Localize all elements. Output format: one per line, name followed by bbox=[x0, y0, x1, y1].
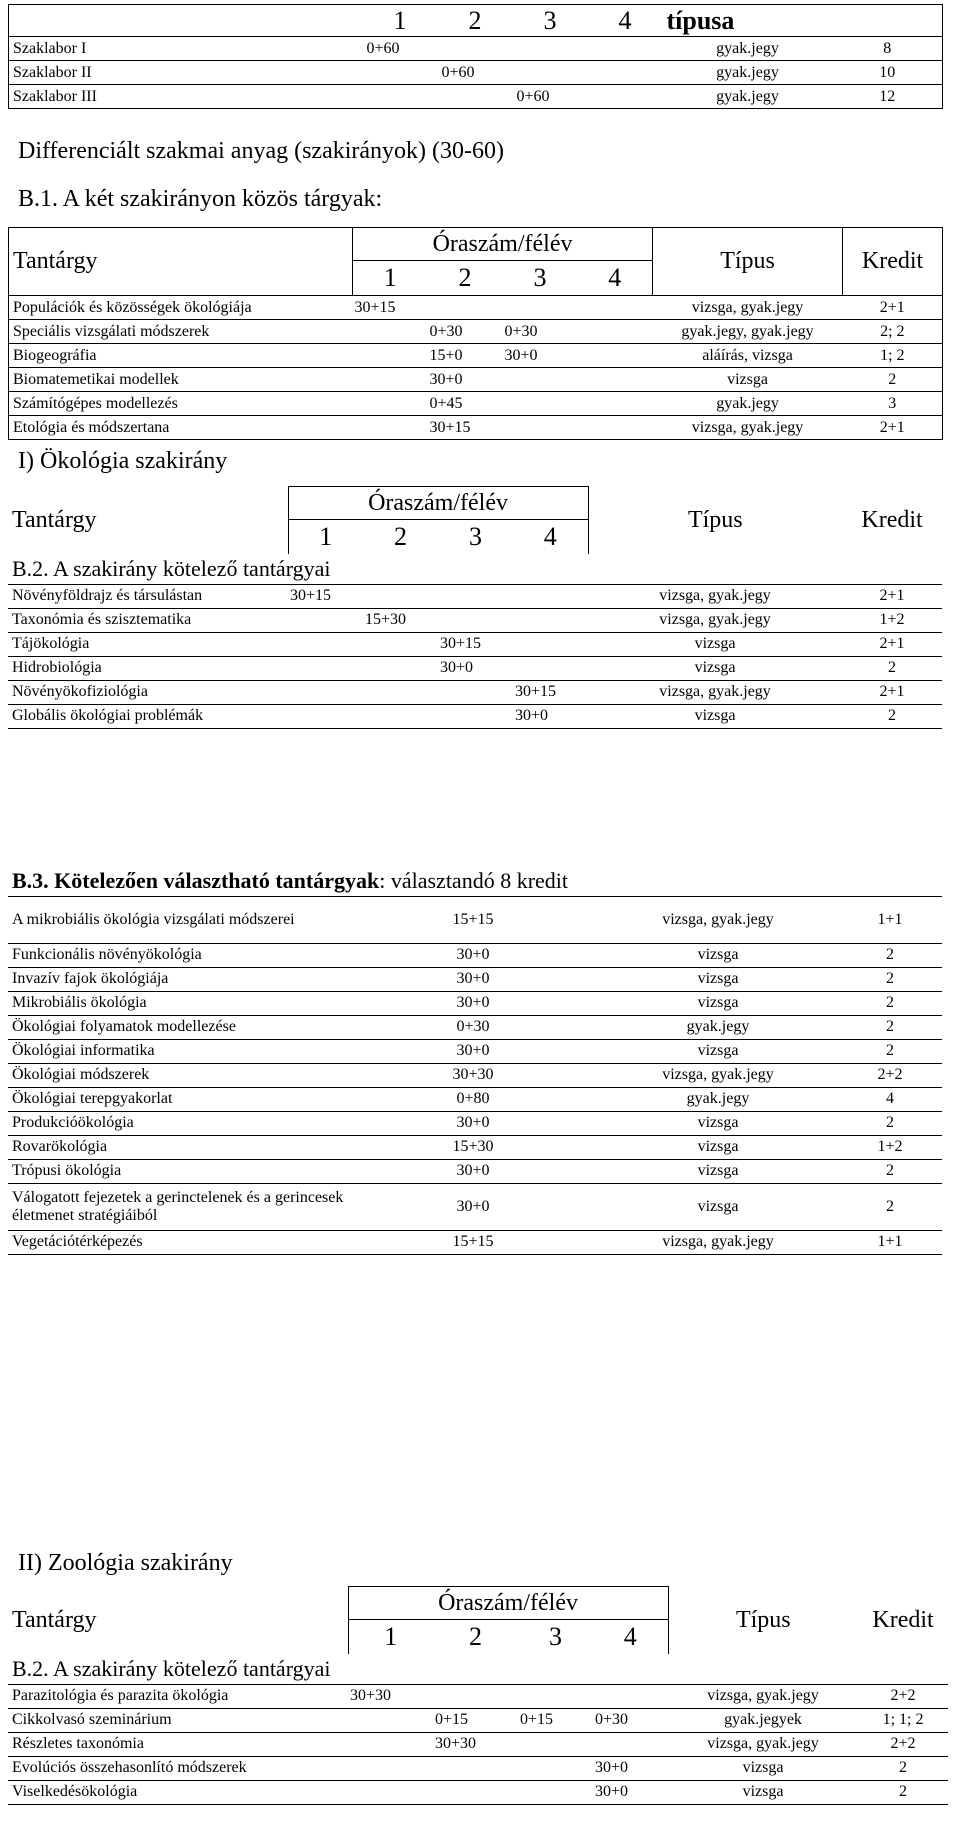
hours-cell-sem-3 bbox=[438, 704, 513, 728]
header-sem-1: 1 bbox=[353, 261, 428, 296]
subject-cell: Ökológiai terepgyakorlat bbox=[8, 1087, 348, 1111]
header-sem-4: 4 bbox=[578, 261, 653, 296]
header-sem-4: 4 bbox=[593, 1620, 668, 1655]
credit-cell: 2 bbox=[843, 368, 943, 392]
type-cell: vizsga bbox=[598, 1111, 838, 1135]
zoo-required-table bbox=[8, 1586, 948, 1805]
header-sem-1: 1 bbox=[363, 5, 438, 37]
credit-cell: 2 bbox=[858, 1780, 948, 1804]
hours-cell-sem-2 bbox=[433, 1756, 518, 1780]
hours-cell: 15+30 bbox=[348, 1135, 598, 1159]
type-cell: gyak.jegy, gyak.jegy bbox=[653, 320, 843, 344]
hours-cell: 30+0 bbox=[348, 1111, 598, 1135]
subject-cell: Tájökológia bbox=[8, 632, 288, 656]
type-cell: vizsga bbox=[668, 1780, 858, 1804]
table-row bbox=[8, 1684, 948, 1708]
type-cell: vizsga bbox=[598, 943, 838, 967]
credit-cell: 2 bbox=[838, 1183, 942, 1230]
hours-cell-sem-1: 30+15 bbox=[353, 296, 428, 320]
hours-cell-sem-1 bbox=[363, 85, 438, 109]
table-row bbox=[9, 37, 943, 61]
hours-cell-sem-4 bbox=[588, 85, 663, 109]
hours-cell-sem-2 bbox=[363, 656, 438, 680]
type-cell: vizsga bbox=[588, 632, 842, 656]
hours-cell-sem-3 bbox=[438, 584, 513, 608]
subject-cell: Trópusi ökológia bbox=[8, 1159, 348, 1183]
table-row bbox=[9, 368, 943, 392]
subject-cell: Ökológiai informatika bbox=[8, 1039, 348, 1063]
type-cell: vizsga bbox=[598, 1135, 838, 1159]
credit-cell: 2 bbox=[838, 943, 942, 967]
hours-cell-sem-3: 0+30 bbox=[503, 320, 578, 344]
hours-cell-sem-3 bbox=[503, 296, 578, 320]
table-row bbox=[8, 943, 942, 967]
hours-cell-sem-1 bbox=[363, 61, 438, 85]
subject-cell: Invazív fajok ökológiája bbox=[8, 967, 348, 991]
credit-cell: 2+1 bbox=[842, 632, 942, 656]
header-sem-3: 3 bbox=[518, 1620, 593, 1655]
type-cell: vizsga, gyak.jegy bbox=[598, 1230, 838, 1254]
hours-cell-sem-4: 30+0 bbox=[593, 1756, 668, 1780]
header-type: típusa bbox=[663, 5, 833, 37]
type-cell: vizsga bbox=[598, 1039, 838, 1063]
hours-cell: 0+80 bbox=[348, 1087, 598, 1111]
hours-cell-sem-2: 30+0 bbox=[428, 368, 503, 392]
subject-cell: Funkcionális növényökológia bbox=[8, 943, 348, 967]
subject-cell: Számítógépes modellezés bbox=[9, 392, 353, 416]
hours-cell-sem-1 bbox=[348, 1780, 433, 1804]
type-cell: vizsga bbox=[653, 368, 843, 392]
header-sem-3: 3 bbox=[513, 5, 588, 37]
eco-title: I) Ökológia szakirány bbox=[18, 448, 228, 474]
hours-cell-sem-4: 30+0 bbox=[513, 704, 588, 728]
subject-cell: Válogatott fejezetek a gerinctelenek és a gerincesek életmenet stratégiáiból bbox=[8, 1183, 348, 1230]
hours-cell-sem-2: 15+30 bbox=[363, 608, 438, 632]
subject-cell: Rovarökológia bbox=[8, 1135, 348, 1159]
header-hours: Óraszám/félév bbox=[353, 228, 653, 261]
credit-cell: 2 bbox=[838, 1015, 942, 1039]
hours-cell-sem-3: 30+0 bbox=[438, 656, 513, 680]
table-row bbox=[8, 991, 942, 1015]
hours-cell: 30+0 bbox=[348, 967, 598, 991]
subject-cell: Taxonómia és szisztematika bbox=[8, 608, 288, 632]
credit-cell: 2+2 bbox=[858, 1684, 948, 1708]
hours-cell-sem-1 bbox=[353, 344, 428, 368]
table-row bbox=[9, 61, 943, 85]
hours-cell-sem-2 bbox=[433, 1780, 518, 1804]
hours-cell-sem-1: 30+15 bbox=[288, 584, 363, 608]
subject-cell: Etológia és módszertana bbox=[9, 416, 353, 440]
table-row bbox=[8, 1780, 948, 1804]
header-type: Típus bbox=[653, 228, 843, 296]
table-row bbox=[8, 1039, 942, 1063]
subject-cell: Cikkolvasó szeminárium bbox=[8, 1708, 348, 1732]
hours-cell-sem-2 bbox=[363, 632, 438, 656]
hours-cell-sem-3 bbox=[503, 368, 578, 392]
type-cell: vizsga bbox=[668, 1756, 858, 1780]
b2-title: B.2. A szakirány kötelező tantárgyai bbox=[8, 554, 942, 584]
hours-cell-sem-3 bbox=[438, 680, 513, 704]
header-sem-2: 2 bbox=[438, 5, 513, 37]
table-row bbox=[8, 1159, 942, 1183]
header-credit: Kredit bbox=[843, 228, 943, 296]
hours-cell-sem-3 bbox=[518, 1732, 593, 1756]
hours-cell-sem-2: 0+15 bbox=[433, 1708, 518, 1732]
hours-cell-sem-1 bbox=[348, 1732, 433, 1756]
credit-cell: 3 bbox=[843, 392, 943, 416]
type-cell: vizsga, gyak.jegy bbox=[588, 680, 842, 704]
credit-cell: 2+1 bbox=[843, 416, 943, 440]
type-cell: vizsga bbox=[588, 704, 842, 728]
header-sem-2: 2 bbox=[363, 520, 438, 555]
hours-cell-sem-1 bbox=[288, 704, 363, 728]
credit-cell: 8 bbox=[833, 37, 943, 61]
hours-cell-sem-2: 0+45 bbox=[428, 392, 503, 416]
credit-cell: 1+2 bbox=[842, 608, 942, 632]
hours-cell-sem-1 bbox=[353, 392, 428, 416]
hours-cell-sem-4: 0+30 bbox=[593, 1708, 668, 1732]
header-sem-4: 4 bbox=[513, 520, 588, 555]
hours-cell-sem-2 bbox=[363, 680, 438, 704]
hours-cell-sem-4 bbox=[588, 61, 663, 85]
common-table bbox=[8, 227, 943, 440]
type-cell: vizsga, gyak.jegy bbox=[598, 896, 838, 943]
hours-cell-sem-1 bbox=[288, 632, 363, 656]
credit-cell: 2+1 bbox=[842, 680, 942, 704]
subject-cell: Ökológiai módszerek bbox=[8, 1063, 348, 1087]
hours-cell: 30+0 bbox=[348, 1159, 598, 1183]
credit-cell: 2 bbox=[838, 991, 942, 1015]
hours-cell-sem-1 bbox=[348, 1756, 433, 1780]
subject-cell: Részletes taxonómia bbox=[8, 1732, 348, 1756]
hours-cell-sem-2: 30+30 bbox=[433, 1732, 518, 1756]
header-sem-1: 1 bbox=[288, 520, 363, 555]
header-subject: Tantárgy bbox=[12, 1606, 97, 1633]
table-row bbox=[8, 1732, 948, 1756]
type-cell: gyak.jegy bbox=[653, 392, 843, 416]
type-cell: vizsga, gyak.jegy bbox=[588, 584, 842, 608]
credit-cell: 4 bbox=[838, 1087, 942, 1111]
subject-cell: Ökológiai folyamatok modellezése bbox=[8, 1015, 348, 1039]
hours-cell-sem-4: 30+15 bbox=[513, 680, 588, 704]
subject-cell: Evolúciós összehasonlító módszerek bbox=[8, 1756, 348, 1780]
subject-cell: Szaklabor II bbox=[9, 61, 363, 85]
subject-cell: Viselkedésökológia bbox=[8, 1780, 348, 1804]
hours-cell-sem-3: 0+15 bbox=[518, 1708, 593, 1732]
subject-cell: Speciális vizsgálati módszerek bbox=[9, 320, 353, 344]
table-row bbox=[8, 1230, 942, 1254]
type-cell: gyak.jegy bbox=[598, 1087, 838, 1111]
subject-cell: Növényföldrajz és társulástan bbox=[8, 584, 288, 608]
hours-cell: 15+15 bbox=[348, 896, 598, 943]
type-cell: gyak.jegy bbox=[663, 61, 833, 85]
type-cell: vizsga, gyak.jegy bbox=[598, 1063, 838, 1087]
credit-cell: 2+1 bbox=[842, 584, 942, 608]
table-row bbox=[8, 1708, 948, 1732]
hours-cell-sem-4: 30+0 bbox=[593, 1780, 668, 1804]
subject-cell: Populációk és közösségek ökológiája bbox=[9, 296, 353, 320]
hours-cell-sem-2: 15+0 bbox=[428, 344, 503, 368]
credit-cell: 2 bbox=[858, 1756, 948, 1780]
hours-cell-sem-1: 0+60 bbox=[363, 37, 438, 61]
table-row bbox=[8, 1087, 942, 1111]
hours-cell: 30+0 bbox=[348, 991, 598, 1015]
table-row bbox=[8, 1063, 942, 1087]
hours-cell-sem-4 bbox=[578, 320, 653, 344]
type-cell: vizsga bbox=[598, 967, 838, 991]
credit-cell: 2+2 bbox=[838, 1063, 942, 1087]
type-cell: vizsga, gyak.jegy bbox=[653, 296, 843, 320]
hours-cell-sem-4 bbox=[513, 584, 588, 608]
credit-cell: 1+2 bbox=[838, 1135, 942, 1159]
type-cell: gyak.jegy bbox=[598, 1015, 838, 1039]
credit-cell: 1; 1; 2 bbox=[858, 1708, 948, 1732]
subject-cell: Szaklabor I bbox=[9, 37, 363, 61]
credit-cell: 2 bbox=[838, 1111, 942, 1135]
credit-cell: 2 bbox=[842, 704, 942, 728]
subject-cell: A mikrobiális ökológia vizsgálati módszerei bbox=[8, 896, 348, 943]
hours-cell-sem-3: 30+0 bbox=[503, 344, 578, 368]
hours-cell-sem-4 bbox=[578, 296, 653, 320]
hours-cell-sem-2 bbox=[438, 85, 513, 109]
subject-cell: Hidrobiológia bbox=[8, 656, 288, 680]
table-row bbox=[8, 1756, 948, 1780]
table-row bbox=[9, 296, 943, 320]
table-row bbox=[8, 704, 942, 728]
eco-header-top bbox=[8, 487, 942, 520]
hours-cell-sem-1: 30+30 bbox=[348, 1684, 433, 1708]
b3-title-rest: : választandó 8 kredit bbox=[379, 867, 569, 893]
hours-cell-sem-2 bbox=[363, 584, 438, 608]
hours-cell-sem-1 bbox=[348, 1708, 433, 1732]
table-row bbox=[9, 320, 943, 344]
header-sem-1: 1 bbox=[348, 1620, 433, 1655]
hours-cell-sem-3 bbox=[503, 392, 578, 416]
type-cell: vizsga, gyak.jegy bbox=[668, 1732, 858, 1756]
hours-cell-sem-2: 30+15 bbox=[428, 416, 503, 440]
hours-cell-sem-2 bbox=[428, 296, 503, 320]
table-row bbox=[8, 896, 942, 943]
section-title: Differenciált szakmai anyag (szakirányok) (30-60) bbox=[18, 138, 505, 164]
common-header-top bbox=[9, 228, 943, 261]
table-row bbox=[9, 416, 943, 440]
type-cell: vizsga, gyak.jegy bbox=[653, 416, 843, 440]
b1-title: B.1. A két szakirányon közös tárgyak: bbox=[18, 186, 383, 212]
subject-cell: Produkcióökológia bbox=[8, 1111, 348, 1135]
top-table bbox=[8, 4, 943, 109]
b3-title-row bbox=[8, 866, 942, 896]
subject-cell: Globális ökológiai problémák bbox=[8, 704, 288, 728]
type-cell: vizsga bbox=[598, 991, 838, 1015]
header-sem-2: 2 bbox=[428, 261, 503, 296]
type-cell: aláírás, vizsga bbox=[653, 344, 843, 368]
credit-cell: 2; 2 bbox=[843, 320, 943, 344]
hours-cell-sem-4 bbox=[578, 344, 653, 368]
hours-cell-sem-4 bbox=[588, 37, 663, 61]
top-table-header bbox=[9, 5, 943, 37]
header-type: Típus bbox=[687, 506, 743, 533]
table-row bbox=[9, 85, 943, 109]
subject-cell: Vegetációtérképezés bbox=[8, 1230, 348, 1254]
type-cell: vizsga bbox=[588, 656, 842, 680]
subject-cell: Szaklabor III bbox=[9, 85, 363, 109]
hours-cell-sem-3: 0+60 bbox=[513, 85, 588, 109]
header-hours: Óraszám/félév bbox=[348, 1587, 668, 1620]
table-row bbox=[8, 656, 942, 680]
hours-cell-sem-3: 30+15 bbox=[438, 632, 513, 656]
type-cell: vizsga, gyak.jegy bbox=[668, 1684, 858, 1708]
subject-cell: Növényökofiziológia bbox=[8, 680, 288, 704]
table-row bbox=[9, 344, 943, 368]
b2-title: B.2. A szakirány kötelező tantárgyai bbox=[8, 1654, 948, 1684]
credit-cell: 1+1 bbox=[838, 1230, 942, 1254]
table-row bbox=[8, 967, 942, 991]
hours-cell-sem-3 bbox=[438, 608, 513, 632]
b3-title-bold: B.3. Kötelezően választható tantárgyak bbox=[12, 867, 380, 893]
table-row bbox=[8, 1135, 942, 1159]
type-cell: gyak.jegyek bbox=[668, 1708, 858, 1732]
header-sem-3: 3 bbox=[438, 520, 513, 555]
type-cell: vizsga bbox=[598, 1183, 838, 1230]
hours-cell-sem-4 bbox=[593, 1732, 668, 1756]
type-cell: gyak.jegy bbox=[663, 85, 833, 109]
type-cell: gyak.jegy bbox=[663, 37, 833, 61]
table-row bbox=[9, 392, 943, 416]
hours-cell-sem-1 bbox=[288, 680, 363, 704]
credit-cell: 12 bbox=[833, 85, 943, 109]
table-row bbox=[8, 632, 942, 656]
hours-cell: 30+0 bbox=[348, 1183, 598, 1230]
header-credit: Kredit bbox=[861, 506, 923, 533]
hours-cell-sem-4 bbox=[578, 392, 653, 416]
hours-cell: 30+30 bbox=[348, 1063, 598, 1087]
hours-cell-sem-2: 0+60 bbox=[438, 61, 513, 85]
subject-cell: Parazitológia és parazita ökológia bbox=[8, 1684, 348, 1708]
credit-cell: 2+2 bbox=[858, 1732, 948, 1756]
type-cell: vizsga, gyak.jegy bbox=[588, 608, 842, 632]
hours-cell-sem-4 bbox=[513, 656, 588, 680]
header-sem-2: 2 bbox=[433, 1620, 518, 1655]
zoo-b2-title-row bbox=[8, 1654, 948, 1684]
b2-title-row bbox=[8, 554, 942, 584]
credit-cell: 2 bbox=[838, 1159, 942, 1183]
hours-cell-sem-3 bbox=[518, 1756, 593, 1780]
table-row bbox=[8, 608, 942, 632]
credit-cell: 1; 2 bbox=[843, 344, 943, 368]
hours-cell-sem-1 bbox=[353, 416, 428, 440]
subject-cell: Mikrobiális ökológia bbox=[8, 991, 348, 1015]
credit-cell: 1+1 bbox=[838, 896, 942, 943]
hours-cell-sem-1 bbox=[353, 320, 428, 344]
hours-cell: 30+0 bbox=[348, 943, 598, 967]
header-hours: Óraszám/félév bbox=[288, 487, 588, 520]
header-credit: Kredit bbox=[872, 1606, 934, 1633]
hours-cell-sem-2 bbox=[433, 1684, 518, 1708]
eco-elective-table bbox=[8, 866, 942, 1255]
hours-cell-sem-2 bbox=[363, 704, 438, 728]
credit-cell: 2 bbox=[838, 967, 942, 991]
credit-cell: 10 bbox=[833, 61, 943, 85]
hours-cell-sem-1 bbox=[288, 656, 363, 680]
hours-cell: 30+0 bbox=[348, 1039, 598, 1063]
hours-cell: 15+15 bbox=[348, 1230, 598, 1254]
header-subject: Tantárgy bbox=[12, 506, 97, 533]
hours-cell: 0+30 bbox=[348, 1015, 598, 1039]
header-subject: Tantárgy bbox=[9, 228, 353, 296]
table-row bbox=[8, 1183, 942, 1230]
hours-cell-sem-3 bbox=[518, 1780, 593, 1804]
hours-cell-sem-4 bbox=[513, 632, 588, 656]
hours-cell-sem-4 bbox=[578, 368, 653, 392]
hours-cell-sem-3 bbox=[513, 37, 588, 61]
zoo-title: II) Zoológia szakirány bbox=[18, 1550, 233, 1576]
hours-cell-sem-4 bbox=[578, 416, 653, 440]
hours-cell-sem-2 bbox=[438, 37, 513, 61]
eco-required-table bbox=[8, 486, 942, 729]
subject-cell: Biogeográfia bbox=[9, 344, 353, 368]
credit-cell: 2 bbox=[838, 1039, 942, 1063]
type-cell: vizsga bbox=[598, 1159, 838, 1183]
credit-cell: 2 bbox=[842, 656, 942, 680]
table-row bbox=[8, 680, 942, 704]
zoo-header-top bbox=[8, 1587, 948, 1620]
table-row bbox=[8, 1015, 942, 1039]
credit-cell: 2+1 bbox=[843, 296, 943, 320]
header-type: Típus bbox=[735, 1606, 791, 1633]
hours-cell-sem-1 bbox=[353, 368, 428, 392]
header-sem-4: 4 bbox=[588, 5, 663, 37]
table-row bbox=[8, 1111, 942, 1135]
hours-cell-sem-3 bbox=[518, 1684, 593, 1708]
hours-cell-sem-2: 0+30 bbox=[428, 320, 503, 344]
hours-cell-sem-4 bbox=[513, 608, 588, 632]
header-sem-3: 3 bbox=[503, 261, 578, 296]
hours-cell-sem-3 bbox=[513, 61, 588, 85]
hours-cell-sem-3 bbox=[503, 416, 578, 440]
subject-cell: Biomatemetikai modellek bbox=[9, 368, 353, 392]
hours-cell-sem-4 bbox=[593, 1684, 668, 1708]
table-row bbox=[8, 584, 942, 608]
hours-cell-sem-1 bbox=[288, 608, 363, 632]
